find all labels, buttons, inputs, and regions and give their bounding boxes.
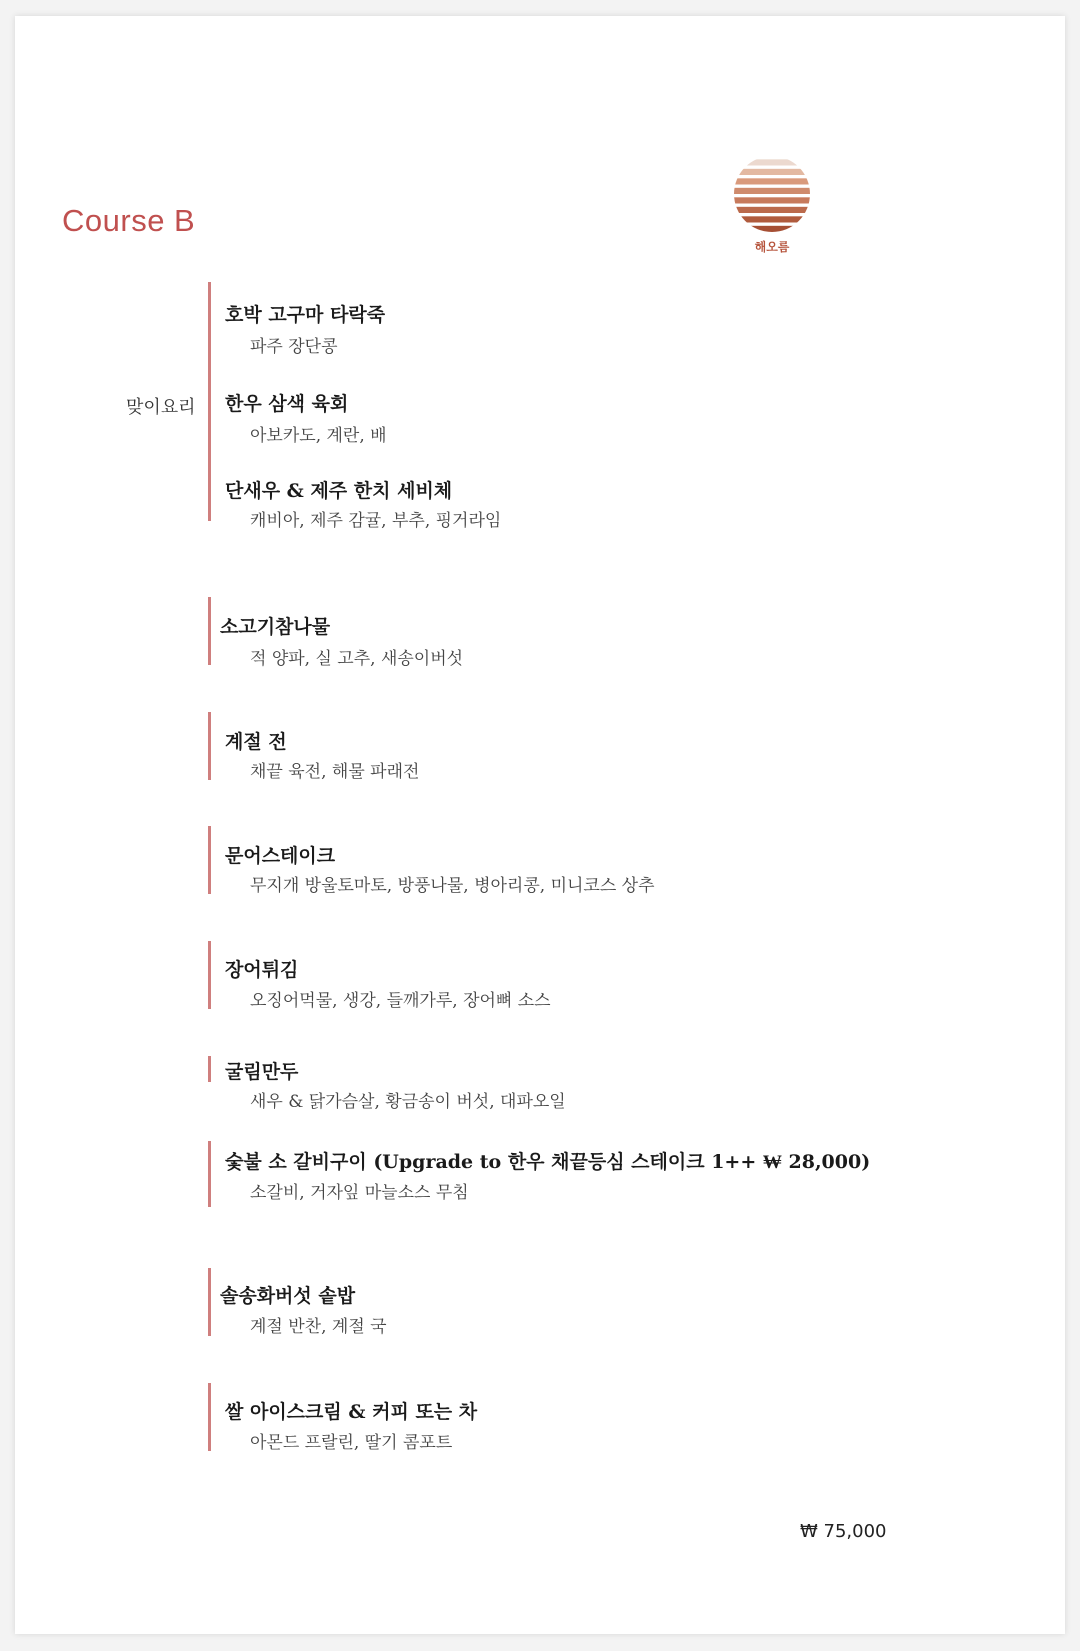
- item-name: 장어튀김: [225, 959, 299, 981]
- menu-section: [208, 597, 464, 669]
- item-description: 오징어먹물, 생강, 들깨가루, 장어뼈 소스: [250, 991, 551, 1011]
- item-description: 캐비아, 제주 감귤, 부추, 핑거라임: [250, 511, 502, 531]
- logo-stripe: [732, 169, 812, 175]
- item-description: 아보카도, 계란, 배: [250, 426, 387, 446]
- logo-stripe: [732, 226, 812, 232]
- item-description: 채끝 육전, 해물 파래전: [250, 762, 420, 782]
- item-name: 문어스테이크: [225, 845, 336, 867]
- item-name: 호박 고구마 타락죽: [225, 304, 386, 326]
- item-description: 아몬드 프랄린, 딸기 콤포트: [250, 1433, 453, 1453]
- logo-stripe: [732, 178, 812, 184]
- menu-section: [208, 826, 655, 896]
- menu-section: [208, 941, 551, 1011]
- item-name: 계절 전: [225, 731, 287, 753]
- item-name: 한우 삼색 육회: [225, 393, 349, 415]
- item-name: 소고기참나물: [220, 616, 331, 638]
- menu-section: [208, 282, 502, 531]
- logo-stripe: [732, 216, 812, 222]
- item-name: 숯불 소 갈비구이 (Upgrade to 한우 채끝등심 스테이크 1++ ₩ 28,000): [225, 1151, 871, 1173]
- restaurant-logo: [732, 154, 812, 254]
- menu-section: [208, 712, 420, 782]
- item-name: 굴림만두: [225, 1061, 299, 1083]
- side-label-appetizer: 맞이요리: [126, 397, 196, 418]
- menu-page: [15, 16, 1065, 1634]
- item-description: 적 양파, 실 고추, 새송이버섯: [250, 649, 464, 669]
- menu-section: [208, 1268, 387, 1337]
- menu-section: [208, 1383, 478, 1453]
- sun-stripes-icon: [732, 154, 812, 234]
- logo-stripe: [732, 207, 812, 213]
- item-description: 무지개 방울토마토, 방풍나물, 병아리콩, 미니코스 상추: [250, 876, 655, 896]
- logo-name: 해오름: [754, 240, 790, 254]
- logo-stripe: [732, 159, 812, 165]
- menu-section: [208, 1056, 566, 1112]
- item-name: 솔송화버섯 솥밥: [220, 1285, 356, 1307]
- item-description: 파주 장단콩: [250, 337, 338, 357]
- item-description: 새우 & 닭가슴살, 황금송이 버섯, 대파오일: [250, 1092, 566, 1112]
- logo-stripe: [732, 197, 812, 203]
- menu-section: [208, 1141, 871, 1207]
- course-price: ₩ 75,000: [800, 1521, 887, 1542]
- course-title: Course B: [62, 203, 196, 238]
- item-name: 단새우 & 제주 한치 세비체: [225, 480, 453, 502]
- item-description: 소갈비, 거자잎 마늘소스 무침: [250, 1183, 469, 1203]
- item-description: 계절 반찬, 계절 국: [250, 1317, 387, 1337]
- item-name: 쌀 아이스크림 & 커피 또는 차: [225, 1401, 478, 1423]
- logo-stripe: [732, 188, 812, 194]
